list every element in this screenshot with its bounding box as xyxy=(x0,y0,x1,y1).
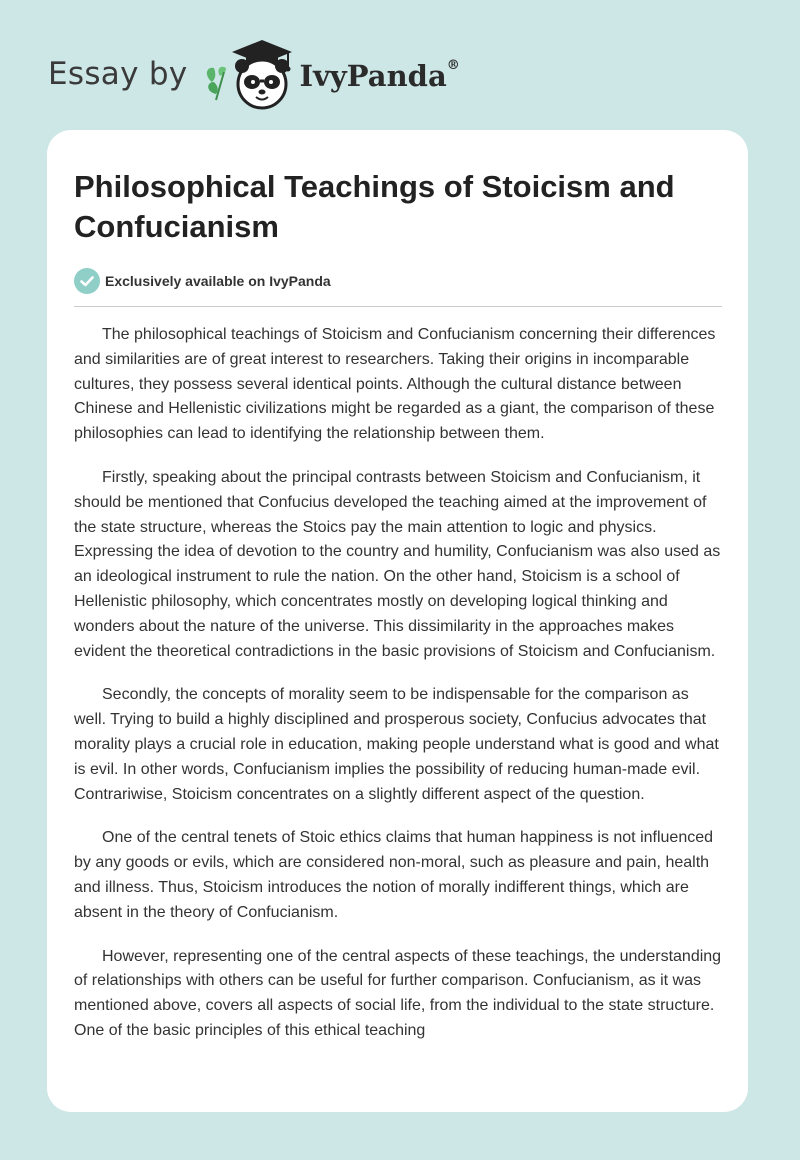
exclusive-badge xyxy=(74,268,722,294)
paragraph: However, representing one of the central aspects of these teachings, the understanding of relationships with others can be useful for further comparison. Confucianism, as it was mentioned above, covers all aspects of social life, from the individual to the state structure. One of the basic principles of this ethical teaching xyxy=(74,947,722,1039)
panda-logo-icon[interactable] xyxy=(202,36,294,112)
essay-by-label: Essay by xyxy=(48,56,188,92)
paragraph: Firstly, speaking about the principal contrasts between Stoicism and Confucianism, it should be mentioned that Confucius developed the teaching aimed at the improvement of the state structure, whereas the Stoics pay the main attention to logic and physics. Expressing the idea of devotion to the country and humility, Confucianism was also used as an ideological instrument to rule the nation. On the other hand, Stoicism is a school of Hellenistic philosophy, which concentrates mostly on developing logical thinking and wonders about the nature of the universe. This dissimilarity in the approaches makes evident the theoretical contradictions in the basic provisions of Stoicism and Confucianism. xyxy=(74,468,721,660)
registered-mark: ® xyxy=(446,58,460,74)
exclusive-label: Exclusively available on IvyPanda xyxy=(105,273,331,289)
essay-body xyxy=(74,323,722,1044)
paragraph: One of the central tenets of Stoic ethics claims that human happiness is not influenced by any goods or evils, which are considered non-moral, such as pleasure and pain, health and illness. Thus, Stoicism introduces the notion of morally indifferent things, which are absent in the theory of Confucianism. xyxy=(74,829,714,921)
site-header xyxy=(48,36,460,112)
essay-title: Philosophical Teachings of Stoicism and Confucianism xyxy=(74,169,675,244)
brand-name[interactable]: IvyPanda® xyxy=(299,58,460,93)
check-icon xyxy=(74,268,100,294)
paragraph: Secondly, the concepts of morality seem to be indispensable for the comparison as well. Trying to build a highly disciplined and prosperous society, Confucius advocates that morality plays a crucial role in education, making people understand what is good and what is evil. In other words, Confucianism implies the possibility of reducing human-made evil. Contrariwise, Stoicism concentrates on a slightly different aspect of the question. xyxy=(74,686,719,803)
paragraph: The philosophical teachings of Stoicism and Confucianism concerning their differences and similarities are of great interest to researchers. Taking their origins in incomparable cultures, they possess several identical points. Although the cultural distance between Chinese and Hellenistic civilizations might be regarded as a giant, the comparison of these philosophies can lead to identifying the relationship between them. xyxy=(74,326,716,443)
divider xyxy=(74,306,722,307)
essay-card xyxy=(47,130,748,1112)
